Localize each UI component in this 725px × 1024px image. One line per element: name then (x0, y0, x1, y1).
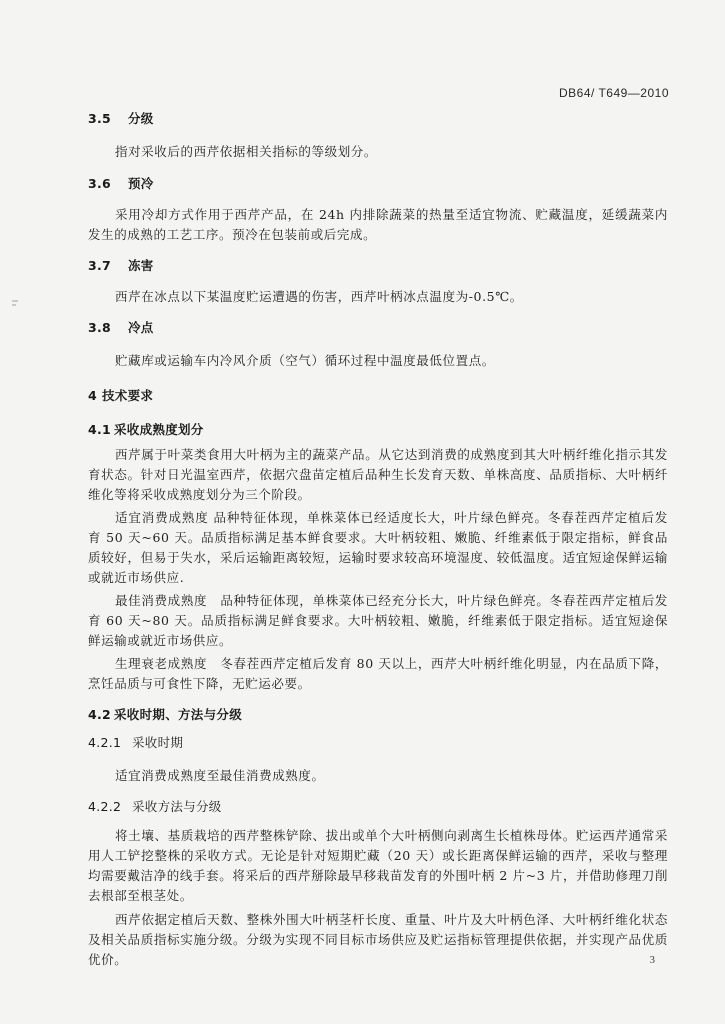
paragraph: 西芹依据定植后天数、整株外围大叶柄茎杆长度、重量、叶片及大叶柄色泽、大叶柄纤维化状态及相关品质指标实施分级。分级为实现不同目标市场供应及贮运指标管理提供依据，并实现产品优质优价。 (88, 912, 668, 967)
section-number: 3.6 (88, 176, 112, 191)
section-heading-3-8 (88, 319, 668, 337)
paragraph: 西芹属于叶菜类食用大叶柄为主的蔬菜产品。从它达到消费的成熟度到其大叶柄纤维化指示其发育状态。针对日光温室西芹，依据穴盘苗定植后品种生长发育天数、单株高度、品质指标、大叶柄纤维化等将采收成熟度划分为三个阶段。 (88, 447, 668, 502)
paragraph: 采用冷却方式作用于西芹产品，在 24h 内排除蔬菜的热量至适宜物流、贮藏温度，延缓蔬菜内发生的成熟的工艺工序。预冷在包装前或后完成。 (88, 207, 668, 242)
section-number: 4.2 (88, 707, 112, 722)
paragraph: 指对采收后的西芹依据相关指标的等级划分。 (115, 144, 378, 159)
section-heading-3-6 (88, 175, 668, 193)
section-title: 采收成熟度划分 (114, 422, 204, 437)
section-number: 3.5 (88, 111, 112, 126)
standard-code: DB64/ T649—2010 (558, 86, 669, 100)
paragraph: 贮藏库或运输车内冷风介质（空气）循环过程中温度最低位置点。 (115, 353, 495, 368)
section-heading-4 (88, 387, 668, 405)
section-title: 采收时期、方法与分级 (114, 707, 243, 722)
section-number: 4 (88, 388, 97, 403)
paragraph: 西芹在冰点以下某温度贮运遭遇的伤害，西芹叶柄冰点温度为-0.5℃。 (115, 289, 523, 304)
scan-mark (12, 300, 18, 302)
section-heading-3-7 (88, 257, 668, 275)
section-heading-4-1 (88, 421, 668, 439)
section-number: 3.7 (88, 258, 112, 273)
section-number: 3.8 (88, 320, 112, 335)
section-heading-4-2-1 (88, 734, 668, 752)
paragraph: 生理衰老成熟度 冬春茬西芹定植后发育 80 天以上，西芹大叶柄纤维化明显，内在品质下降，烹饪品质与可食性下降，无贮运必要。 (88, 656, 668, 691)
paragraph: 将土壤、基质栽培的西芹整株铲除、拔出或单个大叶柄侧向剥离生长植株母体。贮运西芹通常采用人工铲挖整株的采收方式。无论是针对短期贮藏（20 天）或长距离保鲜运输的西芹，采收与整理均需要戴洁净的线手套。将采后的西芹掰除最早移栽苗发育的外围叶柄 2 片~3 片，并借助修理刀削去根部至根茎处。 (88, 828, 668, 903)
section-title: 技术要求 (102, 388, 154, 403)
section-title: 分级 (128, 111, 154, 126)
section-title: 冷点 (128, 320, 154, 335)
section-number: 4.2.2 (88, 799, 122, 814)
document-body (88, 110, 668, 970)
paragraph: 最佳消费成熟度 品种特征体现，单株菜体已经充分长大，叶片绿色鲜亮。冬春茬西芹定植后发育 60 天~80 天。品质指标满足鲜食要求。大叶柄较粗、嫩脆，纤维素低于限定指标。适宜短途保鲜运输或就近市场供应。 (88, 593, 668, 648)
section-title: 采收时期 (132, 735, 184, 750)
paragraph: 适宜消费成熟度 品种特征体现，单株菜体已经适度长大，叶片绿色鲜亮。冬春茬西芹定植后发育 50 天~60 天。品质指标满足基本鲜食要求。大叶柄较粗、嫩脆、纤维素低于限定指标，鲜食品质较好，但易于失水，采后运输距离较短，运输时要求较高环境湿度、较低温度。适宜短途保鲜运输或就近市场供应. (88, 510, 668, 585)
scan-mark (12, 304, 16, 306)
section-number: 4.2.1 (88, 735, 122, 750)
section-number: 4.1 (88, 422, 112, 437)
section-heading-4-2 (88, 706, 668, 724)
section-title: 采收方法与分级 (132, 799, 222, 814)
section-heading-3-5 (88, 110, 668, 128)
section-heading-4-2-2 (88, 798, 668, 816)
page-number: 3 (649, 954, 655, 966)
section-title: 预冷 (128, 176, 154, 191)
section-title: 冻害 (128, 258, 154, 273)
paragraph: 适宜消费成熟度至最佳消费成熟度。 (115, 768, 325, 783)
